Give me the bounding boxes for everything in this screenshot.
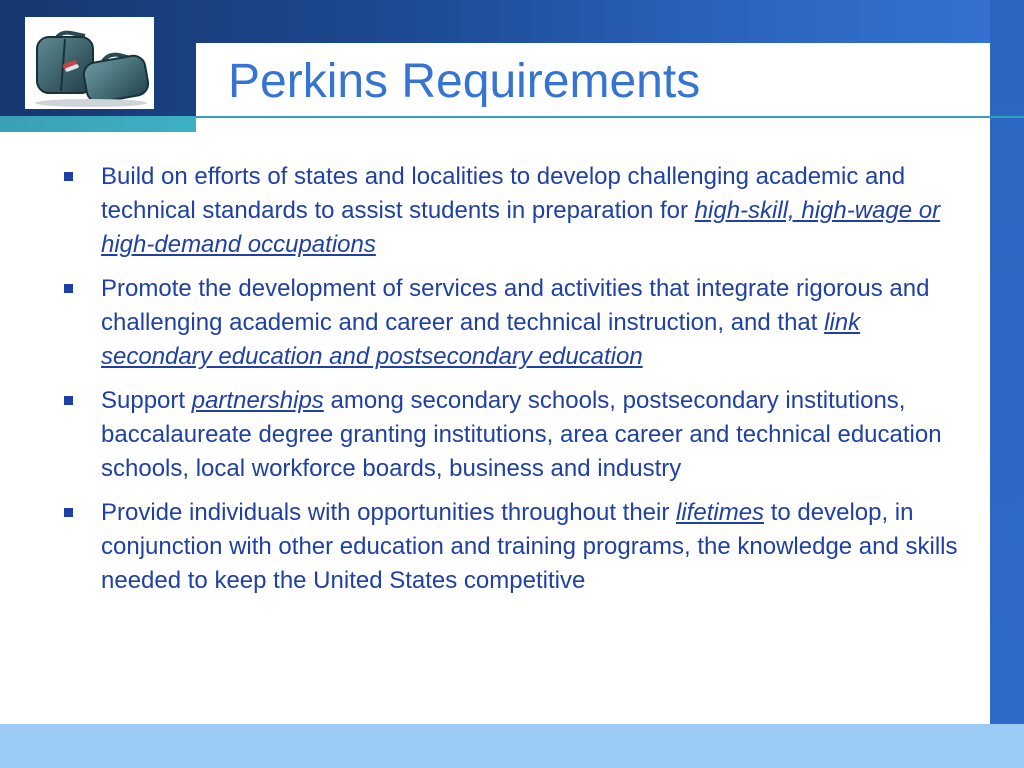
right-side-bar bbox=[990, 0, 1024, 749]
bullet-item-standards bbox=[64, 160, 974, 262]
bullet-text: Support bbox=[101, 387, 192, 414]
bullet-list bbox=[64, 160, 974, 598]
emphasis-link[interactable]: partnerships bbox=[191, 387, 324, 414]
square-bullet-icon bbox=[64, 396, 73, 405]
emphasis-link[interactable]: high-skill, high-wage or high-demand occupations bbox=[101, 197, 941, 258]
bullet-text: among secondary schools, postsecondary institutions, baccalaureate degree granting institutions, area career and technical education schools, local workforce boards, business and industry bbox=[101, 387, 942, 482]
emphasis-link[interactable]: lifetimes bbox=[676, 499, 765, 526]
bullet-text: to develop, in conjunction with other education and training programs, the knowledge and skills needed to keep the United States competitive bbox=[101, 499, 958, 594]
bullet-item-services bbox=[64, 272, 974, 374]
title-underline bbox=[196, 116, 1024, 118]
emphasis-link[interactable]: link secondary education and postsecondary education bbox=[101, 309, 861, 370]
bullet-text: Provide individuals with opportunities throughout their bbox=[101, 499, 677, 526]
page-title: Perkins Requirements bbox=[228, 55, 701, 108]
square-bullet-icon bbox=[64, 284, 73, 293]
bullet-item-opportunities bbox=[64, 496, 974, 598]
slide-content bbox=[64, 160, 974, 608]
square-bullet-icon bbox=[64, 508, 73, 517]
bullet-item-partnerships bbox=[64, 384, 974, 486]
bullet-text: Promote the development of services and activities that integrate rigorous and challenging academic and career and technical instruction, and that bbox=[101, 275, 930, 336]
bullet-text: Build on efforts of states and localities to develop challenging academic and technical standards to assist students in preparation for bbox=[101, 163, 906, 224]
footer-band bbox=[0, 724, 1024, 768]
left-accent-strip bbox=[0, 116, 196, 132]
square-bullet-icon bbox=[64, 172, 73, 181]
luggage-icon bbox=[25, 17, 154, 109]
logo bbox=[25, 17, 154, 109]
